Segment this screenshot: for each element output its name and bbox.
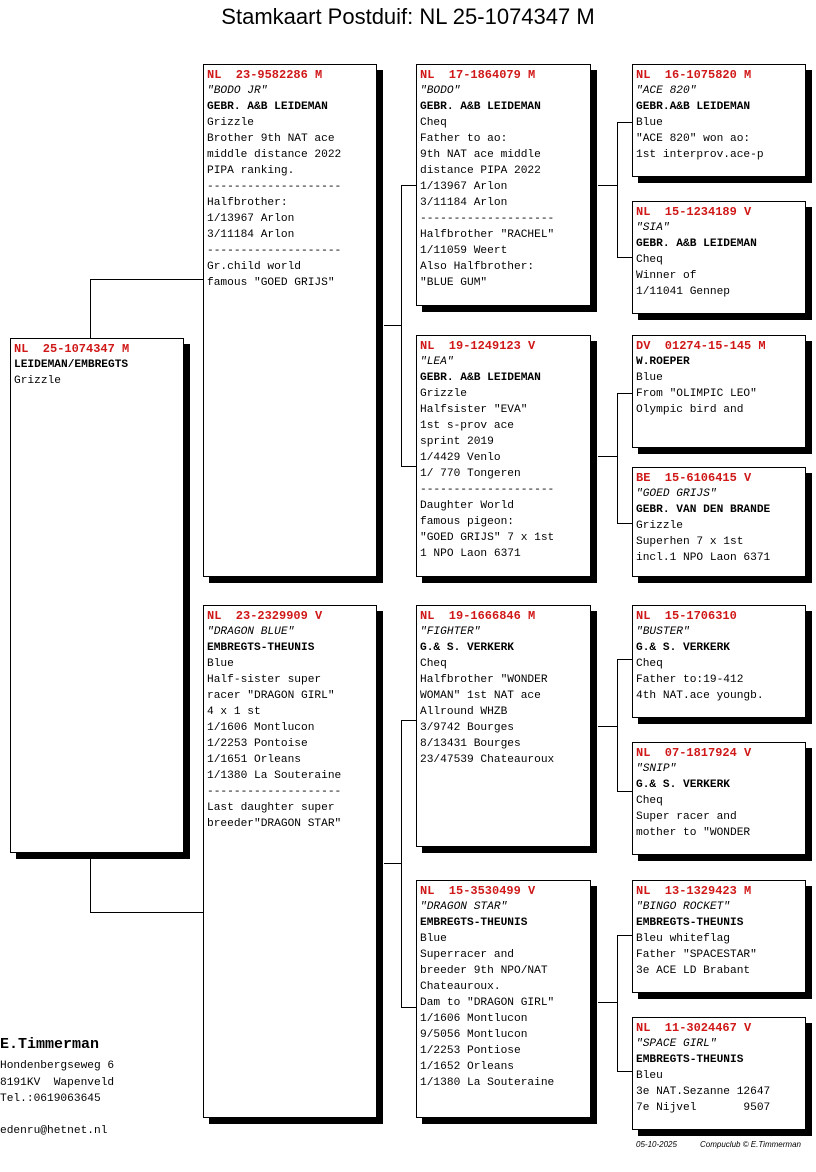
pigeon-note: 9/5056 Montlucon bbox=[420, 1029, 528, 1041]
pigeon-note: Dam to "DRAGON GIRL" bbox=[420, 997, 555, 1009]
connector-sire-to-ss bbox=[401, 185, 417, 186]
pigeon-note: -------------------- bbox=[207, 786, 342, 798]
ring-number: NL 11-3024467 V bbox=[636, 1021, 752, 1035]
pigeon-note: 1/1380 La Souteraine bbox=[207, 770, 342, 782]
ring-number: NL 15-1234189 V bbox=[636, 205, 752, 219]
pigeon-note: Superhen 7 x 1st bbox=[636, 536, 744, 548]
pigeon-note: 1/13967 Arlon bbox=[420, 181, 508, 193]
connector-sire-stub bbox=[384, 325, 401, 326]
pigeon-note: Grizzle bbox=[14, 375, 61, 387]
pigeon-note: racer "DRAGON GIRL" bbox=[207, 690, 335, 702]
pigeon-note: 1/2253 Pontoise bbox=[207, 738, 308, 750]
pigeon-note: breeder"DRAGON STAR" bbox=[207, 818, 342, 830]
pigeon-note: 3/9742 Bourges bbox=[420, 722, 514, 734]
ring-number: NL 19-1666846 M bbox=[420, 609, 536, 623]
pigeon-card-sds[interactable] bbox=[632, 335, 806, 448]
ring-number: NL 23-2329909 V bbox=[207, 609, 323, 623]
pigeon-note: Superracer and bbox=[420, 949, 514, 961]
pigeon-note: -------------------- bbox=[207, 181, 342, 193]
ring-number: NL 13-1329423 M bbox=[636, 884, 752, 898]
pigeon-note: Olympic bird and bbox=[636, 404, 744, 416]
pigeon-note: Allround WHZB bbox=[420, 706, 508, 718]
pigeon-card-ddd[interactable] bbox=[632, 1017, 806, 1130]
pigeon-note: 7e Nijvel 9507 bbox=[636, 1102, 771, 1114]
breeder-email: edenru@hetnet.nl bbox=[0, 1125, 108, 1137]
connector-ds-bottom bbox=[617, 791, 633, 792]
pigeon-card-sdd[interactable] bbox=[632, 467, 806, 577]
connector-ss-bottom bbox=[617, 257, 633, 258]
connector-sire-to-sd bbox=[401, 466, 417, 467]
pigeon-note: -------------------- bbox=[420, 213, 555, 225]
pigeon-note: incl.1 NPO Laon 6371 bbox=[636, 552, 771, 564]
pigeon-card-subject[interactable] bbox=[10, 338, 184, 853]
pigeon-note: Grizzle bbox=[207, 117, 254, 129]
pigeon-owner: G.& S. VERKERK bbox=[636, 779, 730, 791]
pigeon-note: Cheq bbox=[636, 254, 663, 266]
pigeon-note: Daughter World bbox=[420, 500, 514, 512]
pigeon-note: Blue bbox=[636, 117, 663, 129]
ring-number: NL 25-1074347 M bbox=[14, 342, 130, 356]
pigeon-note: 1 NPO Laon 6371 bbox=[420, 548, 521, 560]
ring-number: NL 07-1817924 V bbox=[636, 746, 752, 760]
pigeon-note: Bleu bbox=[636, 1070, 663, 1082]
pigeon-note: 1/1606 Montlucon bbox=[207, 722, 315, 734]
pigeon-card-ssd[interactable] bbox=[632, 201, 806, 314]
pigeon-note: middle distance 2022 bbox=[207, 149, 342, 161]
pigeon-note: Half-sister super bbox=[207, 674, 322, 686]
pigeon-note: Last daughter super bbox=[207, 802, 335, 814]
ring-number: DV 01274-15-145 M bbox=[636, 339, 766, 353]
pigeon-name: "BINGO ROCKET" bbox=[636, 901, 730, 913]
pigeon-note: Super racer and bbox=[636, 811, 737, 823]
pigeon-note: 1/1652 Orleans bbox=[420, 1061, 514, 1073]
pigeon-name: "FIGHTER" bbox=[420, 626, 481, 638]
pigeon-card-sire-sire[interactable] bbox=[416, 64, 591, 306]
pigeon-note: 1/1606 Montlucon bbox=[420, 1013, 528, 1025]
pigeon-name: "BODO" bbox=[420, 85, 461, 97]
connector-sd-bottom bbox=[617, 523, 633, 524]
connector-ds-top bbox=[617, 659, 633, 660]
pigeon-note: Cheq bbox=[420, 658, 447, 670]
pigeon-card-dss[interactable] bbox=[632, 605, 806, 718]
pigeon-note: -------------------- bbox=[207, 245, 342, 257]
pigeon-note: Cheq bbox=[420, 117, 447, 129]
connector-dam-to-ds bbox=[401, 720, 417, 721]
pigeon-note: 3/11184 Arlon bbox=[420, 197, 508, 209]
pigeon-owner: EMBREGTS-THEUNIS bbox=[636, 917, 744, 929]
ring-number: BE 15-6106415 V bbox=[636, 471, 752, 485]
pigeon-note: Cheq bbox=[636, 795, 663, 807]
pigeon-note: Halfbrother "WONDER bbox=[420, 674, 548, 686]
connector-ss-stub bbox=[598, 185, 617, 186]
pigeon-note: "GOED GRIJS" 7 x 1st bbox=[420, 532, 555, 544]
pigeon-note: 1/1380 La Souteraine bbox=[420, 1077, 555, 1089]
pigeon-owner: GEBR. A&B LEIDEMAN bbox=[207, 101, 328, 113]
breeder-phone: Tel.:0619063645 bbox=[0, 1093, 101, 1105]
pigeon-card-dsd[interactable] bbox=[632, 742, 806, 855]
connector-gen0-to-sire bbox=[90, 279, 204, 280]
pigeon-name: "GOED GRIJS" bbox=[636, 488, 717, 500]
pigeon-note: Father "SPACESTAR" bbox=[636, 949, 757, 961]
ring-number: NL 19-1249123 V bbox=[420, 339, 536, 353]
pigeon-note: 1/1651 Orleans bbox=[207, 754, 301, 766]
breeder-name: E.Timmerman bbox=[0, 1036, 100, 1053]
pigeon-note: 3/11184 Arlon bbox=[207, 229, 295, 241]
pigeon-owner: W.ROEPER bbox=[636, 356, 690, 368]
pigeon-note: distance PIPA 2022 bbox=[420, 165, 541, 177]
ring-number: NL 16-1075820 M bbox=[636, 68, 752, 82]
connector-dd-bottom bbox=[617, 1071, 633, 1072]
pigeon-owner: GEBR. A&B LEIDEMAN bbox=[420, 101, 541, 113]
pigeon-note: "BLUE GUM" bbox=[420, 277, 488, 289]
pigeon-note: 1/11059 Weert bbox=[420, 245, 508, 257]
breeder-street: Hondenbergseweg 6 bbox=[0, 1060, 115, 1072]
pigeon-note: Blue bbox=[636, 372, 663, 384]
pigeon-card-sire[interactable] bbox=[203, 64, 377, 577]
connector-dam-stub bbox=[384, 863, 401, 864]
pigeon-note: Cheq bbox=[636, 658, 663, 670]
connector-dd-stub bbox=[598, 1002, 617, 1003]
connector-sd-vertical bbox=[617, 393, 618, 523]
pigeon-note: Blue bbox=[420, 933, 447, 945]
pigeon-note: 1/ 770 Tongeren bbox=[420, 468, 521, 480]
footer-credit: Compuclub © E.Timmerman bbox=[700, 1140, 801, 1149]
breeder-city: 8191KV Wapenveld bbox=[0, 1077, 115, 1089]
connector-sire-vertical bbox=[401, 185, 402, 466]
pigeon-name: "ACE 820" bbox=[636, 85, 697, 97]
pigeon-note: Also Halfbrother: bbox=[420, 261, 535, 273]
pigeon-owner: LEIDEMAN/EMBREGTS bbox=[14, 359, 129, 371]
pigeon-note: 1/11041 Gennep bbox=[636, 286, 730, 298]
pigeon-name: "DRAGON STAR" bbox=[420, 901, 508, 913]
pigeon-note: famous "GOED GRIJS" bbox=[207, 277, 335, 289]
pigeon-note: 3e NAT.Sezanne 12647 bbox=[636, 1086, 771, 1098]
pigeon-note: 1/2253 Pontiose bbox=[420, 1045, 521, 1057]
pigeon-note: 3e ACE LD Brabant bbox=[636, 965, 751, 977]
pigeon-note: 1/13967 Arlon bbox=[207, 213, 295, 225]
connector-dam-vertical bbox=[401, 720, 402, 1007]
pigeon-owner: EMBREGTS-THEUNIS bbox=[207, 642, 315, 654]
pigeon-note: Halfsister "EVA" bbox=[420, 404, 528, 416]
pigeon-name: "DRAGON BLUE" bbox=[207, 626, 295, 638]
pigeon-name: "BUSTER" bbox=[636, 626, 690, 638]
page-title: Stamkaart Postduif: NL 25-1074347 M bbox=[221, 4, 595, 29]
connector-gen0-to-dam bbox=[90, 912, 204, 913]
connector-ds-stub bbox=[598, 726, 617, 727]
ring-number: NL 23-9582286 M bbox=[207, 68, 323, 82]
pigeon-note: Halfbrother "RACHEL" bbox=[420, 229, 555, 241]
pigeon-note: 1st s-prov ace bbox=[420, 420, 514, 432]
pigeon-name: "LEA" bbox=[420, 356, 454, 368]
pigeon-note: Father to:19-412 bbox=[636, 674, 744, 686]
pigeon-note: 23/47539 Chateauroux bbox=[420, 754, 555, 766]
connector-ss-vertical bbox=[617, 122, 618, 257]
pigeon-note: PIPA ranking. bbox=[207, 165, 295, 177]
pigeon-note: Father to ao: bbox=[420, 133, 508, 145]
pigeon-note: Gr.child world bbox=[207, 261, 301, 273]
pigeon-owner: EMBREGTS-THEUNIS bbox=[636, 1054, 744, 1066]
ring-number: NL 15-3530499 V bbox=[420, 884, 536, 898]
pigeon-card-dam-dam[interactable] bbox=[416, 880, 591, 1118]
connector-dd-top bbox=[617, 935, 633, 936]
ring-number: NL 17-1864079 M bbox=[420, 68, 536, 82]
pigeon-note: From "OLIMPIC LEO" bbox=[636, 388, 757, 400]
pigeon-note: breeder 9th NPO/NAT bbox=[420, 965, 548, 977]
pigeon-note: "ACE 820" won ao: bbox=[636, 133, 751, 145]
pigeon-note: 9th NAT ace middle bbox=[420, 149, 541, 161]
pigeon-card-dam-sire[interactable] bbox=[416, 605, 591, 847]
pigeon-name: "SIA" bbox=[636, 222, 670, 234]
pigeon-owner: GEBR. VAN DEN BRANDE bbox=[636, 504, 771, 516]
pigeon-note: -------------------- bbox=[420, 484, 555, 496]
connector-ds-vertical bbox=[617, 659, 618, 791]
pigeon-owner: EMBREGTS-THEUNIS bbox=[420, 917, 528, 929]
pigeon-note: Grizzle bbox=[636, 520, 683, 532]
footer-date: 05-10-2025 bbox=[636, 1140, 677, 1149]
pigeon-owner: G.& S. VERKERK bbox=[636, 642, 730, 654]
pigeon-owner: G.& S. VERKERK bbox=[420, 642, 514, 654]
pigeon-owner: GEBR. A&B LEIDEMAN bbox=[420, 372, 541, 384]
pigeon-note: famous pigeon: bbox=[420, 516, 514, 528]
pigeon-name: "SNIP" bbox=[636, 763, 677, 775]
pigeon-note: sprint 2019 bbox=[420, 436, 494, 448]
pigeon-card-sire-dam[interactable] bbox=[416, 335, 591, 577]
pigeon-note: Bleu whiteflag bbox=[636, 933, 730, 945]
pigeon-note: Grizzle bbox=[420, 388, 467, 400]
pigeon-owner: GEBR.A&B LEIDEMAN bbox=[636, 101, 751, 113]
ring-number: NL 15-1706310 bbox=[636, 609, 737, 623]
pigeon-card-sss[interactable] bbox=[632, 64, 806, 177]
connector-sd-top bbox=[617, 393, 633, 394]
pigeon-note: Winner of bbox=[636, 270, 697, 282]
pigeon-name: "SPACE GIRL" bbox=[636, 1038, 717, 1050]
pigeon-note: Halfbrother: bbox=[207, 197, 288, 209]
pigeon-note: 4th NAT.ace youngb. bbox=[636, 690, 764, 702]
pigeon-note: 8/13431 Bourges bbox=[420, 738, 521, 750]
pigeon-owner: GEBR. A&B LEIDEMAN bbox=[636, 238, 757, 250]
pigeon-card-dds[interactable] bbox=[632, 880, 806, 993]
pigeon-note: WOMAN" 1st NAT ace bbox=[420, 690, 541, 702]
pigeon-name: "BODO JR" bbox=[207, 85, 268, 97]
pigeon-note: Blue bbox=[207, 658, 234, 670]
pigeon-note: 1st interprov.ace-p bbox=[636, 149, 764, 161]
connector-ss-top bbox=[617, 122, 633, 123]
connector-dam-to-dd bbox=[401, 1007, 417, 1008]
connector-dd-vertical bbox=[617, 935, 618, 1071]
pigeon-note: mother to "WONDER bbox=[636, 827, 751, 839]
pigeon-note: 1/4429 Venlo bbox=[420, 452, 501, 464]
pigeon-note: Brother 9th NAT ace bbox=[207, 133, 335, 145]
pigeon-card-dam[interactable] bbox=[203, 605, 377, 1118]
connector-sd-stub bbox=[598, 456, 617, 457]
pigeon-note: 4 x 1 st bbox=[207, 706, 261, 718]
pigeon-note: Chateauroux. bbox=[420, 981, 501, 993]
